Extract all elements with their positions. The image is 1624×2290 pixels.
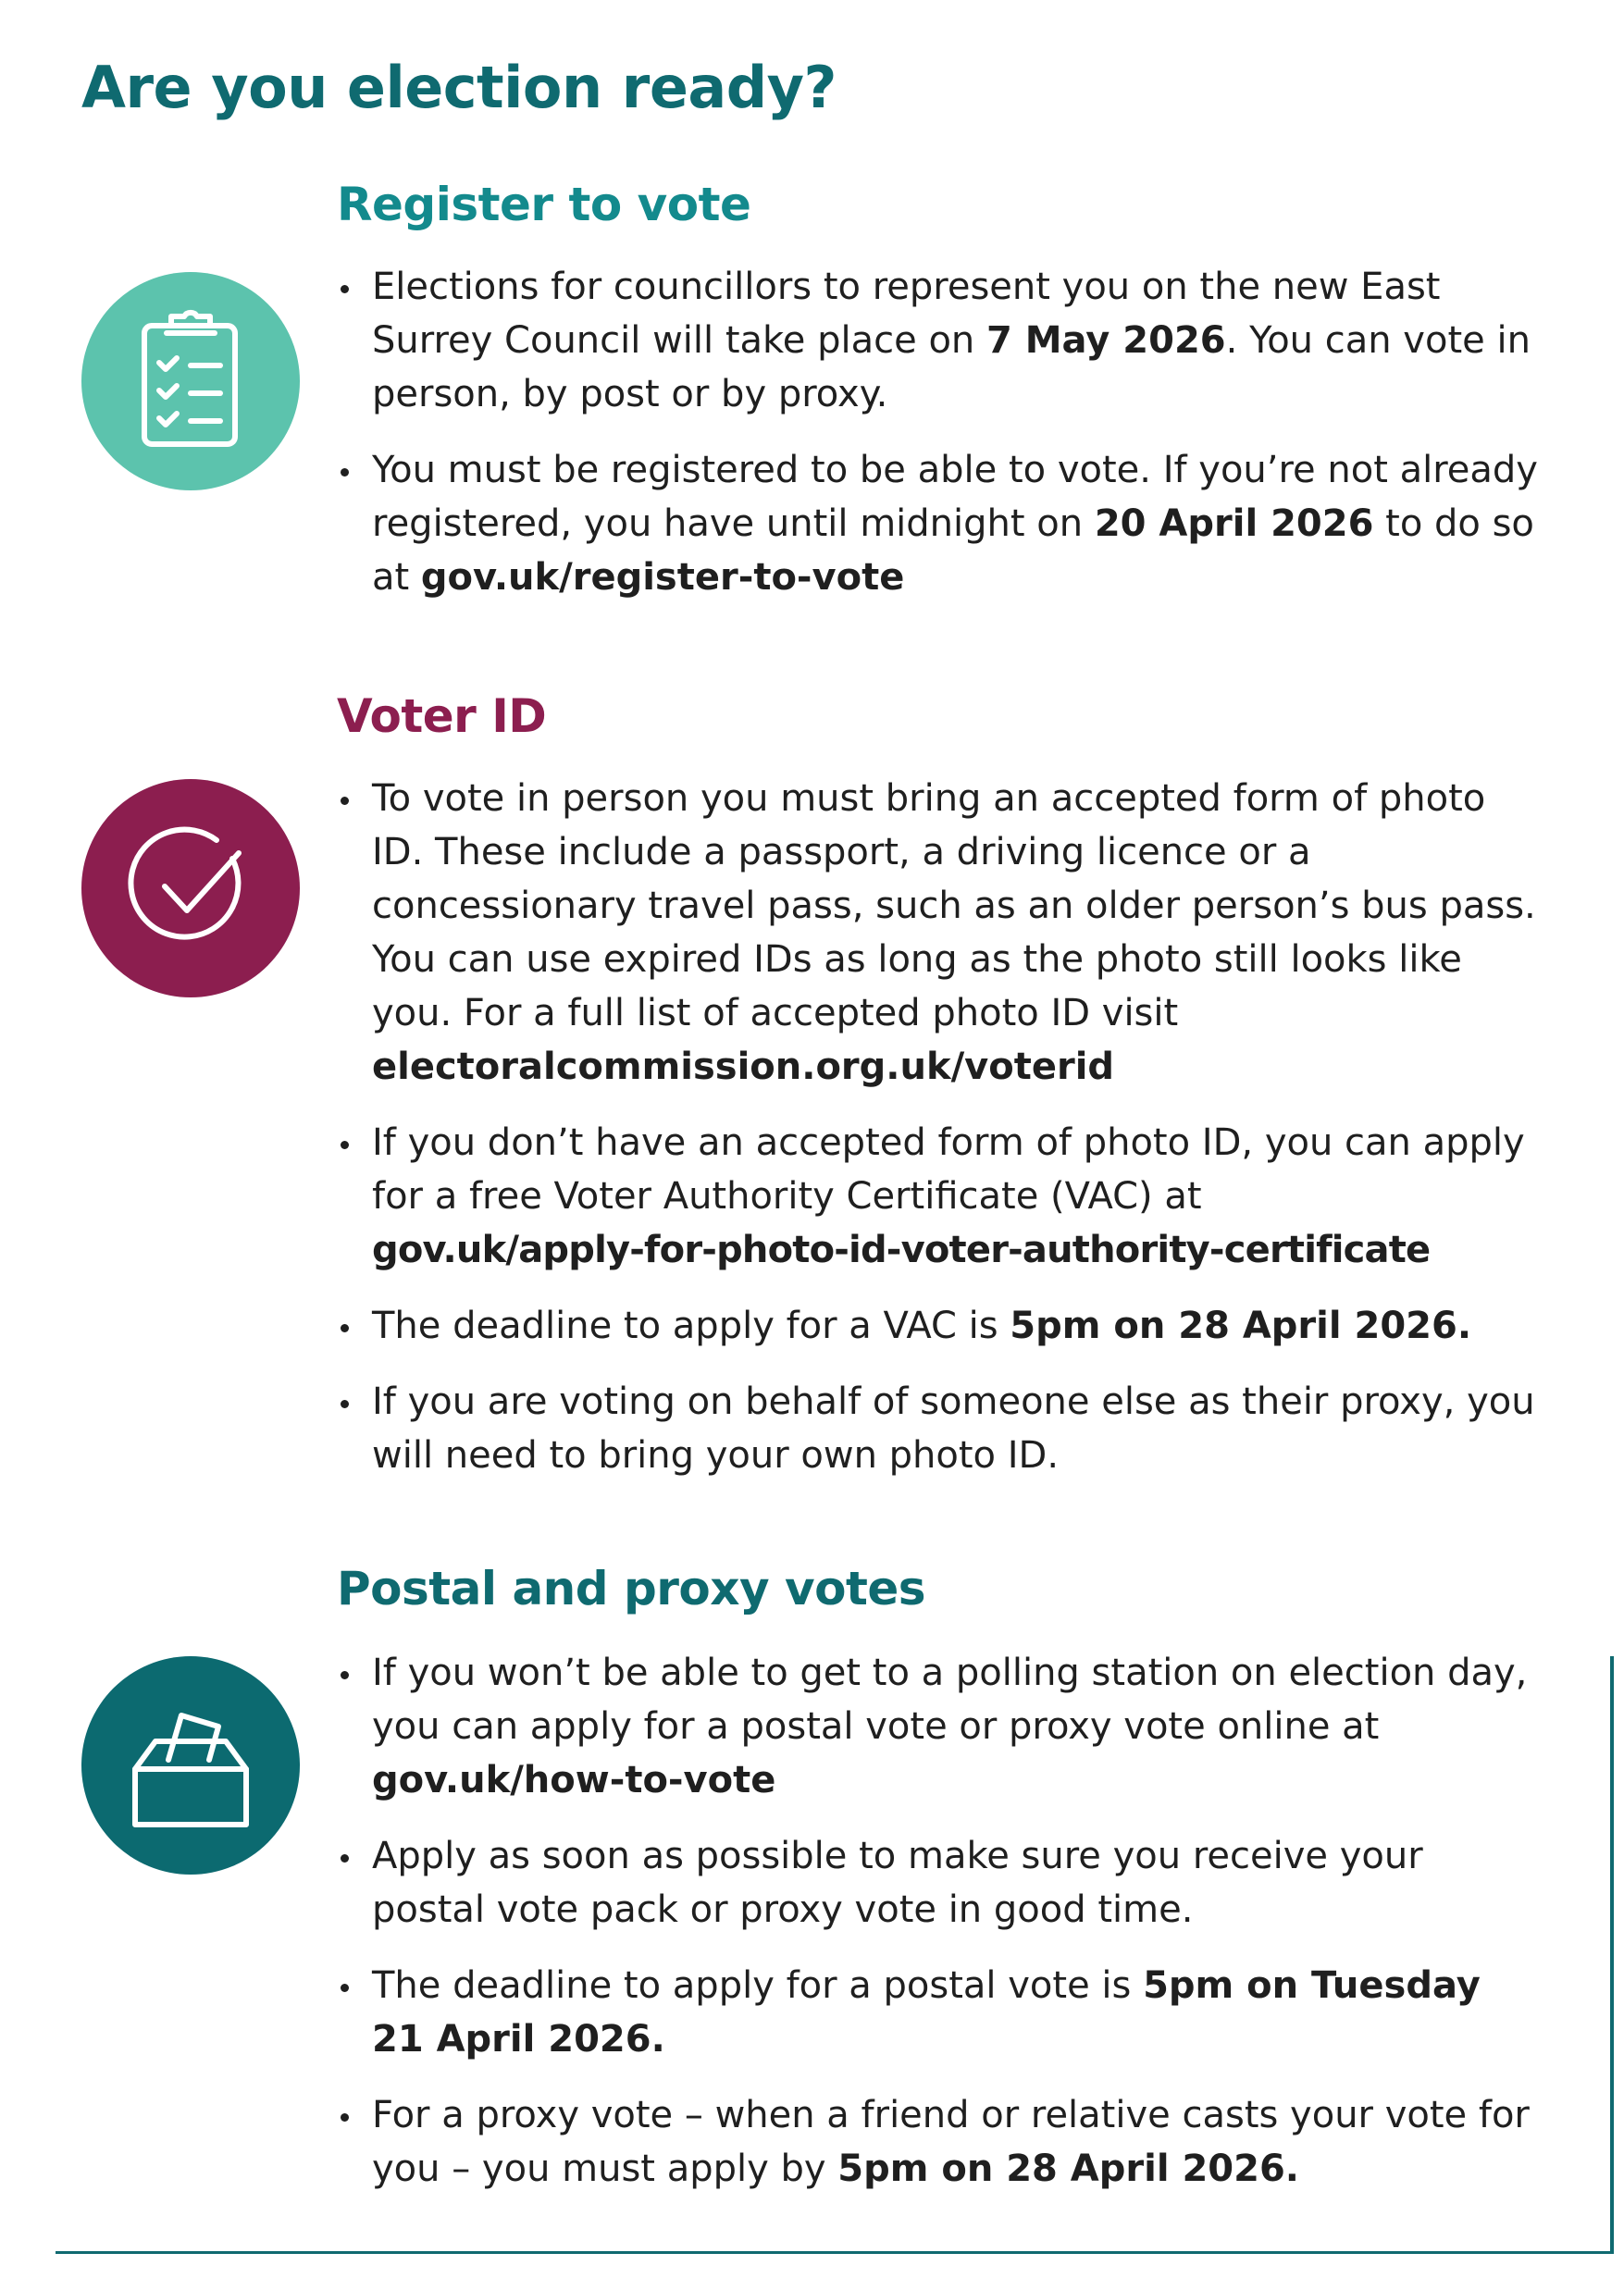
voterid-link[interactable]: electoralcommission.org.uk/voterid	[372, 1046, 1115, 1088]
register-title: Register to vote	[337, 178, 751, 231]
list-item: To vote in person you must bring an accepted form of photo ID. These include a passport, a driving licence or a concessionary travel pass, such as an older person’s bus pass. You can use expired IDs as long as the photo still looks like you. For a full list of accepted photo ID visit electoralcommission.org.uk/voterid	[337, 772, 1540, 1094]
list-item: For a proxy vote – when a friend or relative casts your vote for you – you must apply by 5pm on 28 April 2026.	[337, 2088, 1540, 2196]
list-item: The deadline to apply for a VAC is 5pm on 28 April 2026.	[337, 1299, 1540, 1353]
vac-link[interactable]: gov.uk/apply-for-photo-id-voter-authority-certificate	[372, 1229, 1431, 1271]
postal-title: Postal and proxy votes	[337, 1562, 926, 1615]
list-item: If you won’t be able to get to a polling station on election day, you can apply for a postal vote or proxy vote online at gov.uk/how-to-vote	[337, 1646, 1540, 1807]
postal-bullets	[337, 1646, 1540, 2196]
voter-id-bullets	[337, 772, 1540, 1482]
voter-id-title: Voter ID	[337, 689, 547, 743]
list-item: The deadline to apply for a postal vote is 5pm on Tuesday 21 April 2026.	[337, 1959, 1540, 2066]
register-link[interactable]: gov.uk/register-to-vote	[420, 556, 905, 599]
page-title: Are you election ready?	[81, 54, 837, 121]
list-item: If you are voting on behalf of someone else as their proxy, you will need to bring your own photo ID.	[337, 1375, 1540, 1482]
list-item: If you don’t have an accepted form of photo ID, you can apply for a free Voter Authority Certificate (VAC) at gov.uk/apply-for-photo-id-voter-authority-certificate	[337, 1116, 1540, 1277]
frame-edge-bottom	[56, 2251, 1614, 2254]
list-item: Elections for councillors to represent you on the new East Surrey Council will take place on 7 May 2026. You can vote in person, by post or by proxy.	[337, 260, 1540, 421]
list-item: You must be registered to be able to vote. If you’re not already registered, you have until midnight on 20 April 2026 to do so at gov.uk/register-to-vote	[337, 443, 1540, 604]
clipboard-checklist-icon	[81, 272, 300, 490]
register-bullets	[337, 260, 1540, 604]
how-to-vote-link[interactable]: gov.uk/how-to-vote	[372, 1759, 776, 1801]
ballot-box-icon	[81, 1656, 300, 1875]
check-circle-icon	[81, 779, 300, 997]
list-item: Apply as soon as possible to make sure you receive your postal vote pack or proxy vote in good time.	[337, 1829, 1540, 1937]
frame-edge-right	[1610, 1656, 1614, 2253]
